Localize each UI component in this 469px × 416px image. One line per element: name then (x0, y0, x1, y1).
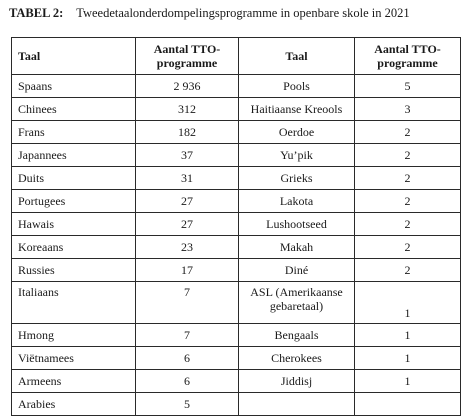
language-left-cell: Arabies (12, 393, 136, 416)
count-left-cell: 312 (136, 98, 239, 121)
immersion-programs-table (11, 37, 461, 416)
count-right-cell: 1 (355, 282, 461, 324)
table-row (12, 259, 461, 282)
language-left-cell: Frans (12, 121, 136, 144)
table-row (12, 282, 461, 324)
count-left-cell: 37 (136, 144, 239, 167)
language-left-cell: Russies (12, 259, 136, 282)
language-right-cell: Diné (239, 259, 355, 282)
header-language-right: Taal (239, 38, 355, 75)
language-right-cell (239, 393, 355, 416)
table-row (12, 324, 461, 347)
count-left-cell: 6 (136, 347, 239, 370)
table-row (12, 213, 461, 236)
table-row (12, 370, 461, 393)
count-left-cell: 23 (136, 236, 239, 259)
language-right-cell: ASL (Amerikaanse gebaretaal) (239, 282, 355, 324)
count-right-cell: 3 (355, 98, 461, 121)
count-right-cell: 2 (355, 236, 461, 259)
table-row (12, 75, 461, 98)
table-row (12, 98, 461, 121)
count-left-cell: 31 (136, 167, 239, 190)
language-left-cell: Spaans (12, 75, 136, 98)
count-right-cell: 2 (355, 213, 461, 236)
count-right-cell: 1 (355, 347, 461, 370)
table-row (12, 121, 461, 144)
count-right-cell: 2 (355, 167, 461, 190)
count-right-cell: 1 (355, 324, 461, 347)
language-left-cell: Viëtnamees (12, 347, 136, 370)
count-right-cell: 2 (355, 259, 461, 282)
language-right-cell: Lushootseed (239, 213, 355, 236)
language-right-cell: Makah (239, 236, 355, 259)
language-right-cell: Bengaals (239, 324, 355, 347)
count-left-cell: 7 (136, 324, 239, 347)
table-row (12, 393, 461, 416)
language-left-cell: Duits (12, 167, 136, 190)
language-left-cell: Portugees (12, 190, 136, 213)
language-left-cell: Hmong (12, 324, 136, 347)
table-row (12, 236, 461, 259)
header-language-left: Taal (12, 38, 136, 75)
table-row (12, 190, 461, 213)
language-left-cell: Japannees (12, 144, 136, 167)
header-row (12, 38, 461, 75)
count-left-cell: 6 (136, 370, 239, 393)
table-row (12, 144, 461, 167)
count-left-cell: 7 (136, 282, 239, 324)
header-count-left: Aantal TTO-programme (136, 38, 239, 75)
language-left-cell: Chinees (12, 98, 136, 121)
count-left-cell: 17 (136, 259, 239, 282)
table-caption (9, 6, 410, 21)
table-number: TABEL 2: (9, 6, 64, 20)
count-right-cell: 1 (355, 370, 461, 393)
count-right-cell: 2 (355, 144, 461, 167)
language-right-cell: Jiddisj (239, 370, 355, 393)
count-left-cell: 2 936 (136, 75, 239, 98)
count-right-cell: 5 (355, 75, 461, 98)
count-right-cell: 2 (355, 190, 461, 213)
language-left-cell: Armeens (12, 370, 136, 393)
header-count-right: Aantal TTO-programme (355, 38, 461, 75)
table-row (12, 347, 461, 370)
language-right-cell: Haitiaanse Kreools (239, 98, 355, 121)
table-row (12, 167, 461, 190)
count-left-cell: 182 (136, 121, 239, 144)
count-left-cell: 27 (136, 213, 239, 236)
language-right-cell: Oerdoe (239, 121, 355, 144)
language-right-cell: Pools (239, 75, 355, 98)
table-title: Tweedetaalonderdompelingsprogramme in openbare skole in 2021 (76, 6, 410, 20)
count-right-cell: 2 (355, 121, 461, 144)
language-right-cell: Yu’pik (239, 144, 355, 167)
language-left-cell: Italiaans (12, 282, 136, 324)
count-left-cell: 27 (136, 190, 239, 213)
language-right-cell: Grieks (239, 167, 355, 190)
language-right-cell: Lakota (239, 190, 355, 213)
language-right-cell: Cherokees (239, 347, 355, 370)
language-left-cell: Koreaans (12, 236, 136, 259)
count-left-cell: 5 (136, 393, 239, 416)
language-left-cell: Hawais (12, 213, 136, 236)
count-right-cell (355, 393, 461, 416)
